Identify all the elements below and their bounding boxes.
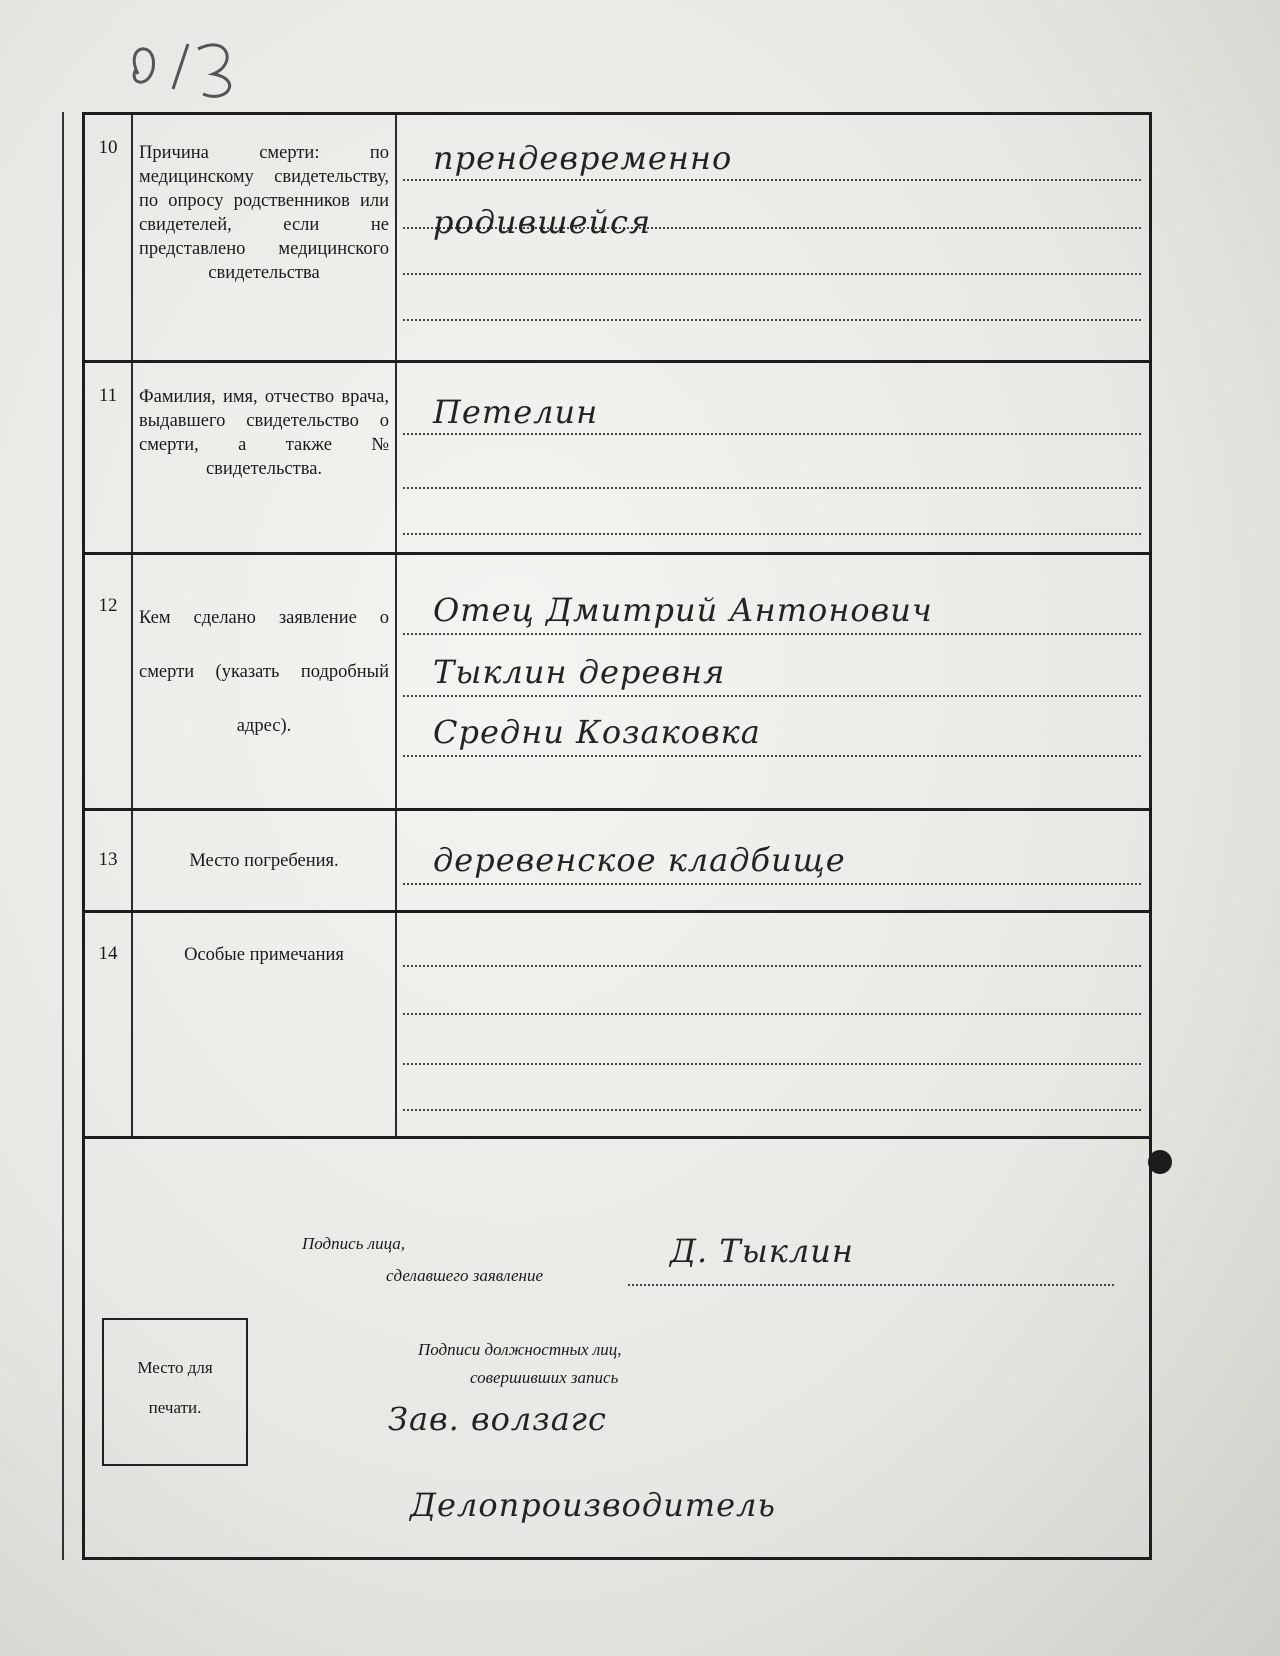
declarant-signature-label: сделавшего заявление	[386, 1266, 544, 1285]
row-entry	[403, 115, 1141, 360]
handwritten-entry: прендевременно	[433, 139, 733, 177]
handwritten-entry: деревенское кладбище	[433, 841, 846, 879]
row-label: Особые примечания	[184, 945, 344, 965]
official-signature: Зав. волзагс	[388, 1400, 607, 1438]
row-number: 13	[98, 849, 118, 870]
handwritten-entry: родившейся	[433, 203, 652, 241]
archive-page-number	[118, 21, 248, 104]
paper-damage	[1148, 1150, 1172, 1174]
row-burial-place	[85, 811, 1149, 913]
seal-label: печати.	[148, 1398, 202, 1417]
row-entry	[403, 555, 1141, 808]
row-entry	[403, 913, 1141, 1136]
row-label: Причина смерти: по медицинскому свидетельству, по опросу родственников или свидетелей, если не представлено медицинского свидетельства	[139, 143, 389, 283]
row-number: 14	[98, 943, 118, 964]
row-number: 10	[98, 137, 118, 158]
row-number: 11	[98, 385, 118, 406]
row-entry	[403, 811, 1141, 910]
handwritten-entry: Средни Козаковка	[433, 713, 761, 751]
seal-label: Место для	[137, 1358, 213, 1377]
row-label: Кем сделано заявление о смерти (указать подробный адрес).	[139, 608, 389, 736]
handwritten-entry: Отец Дмитрий Антонович	[433, 591, 933, 629]
handwritten-entry: Тыклин деревня	[433, 653, 726, 691]
row-number: 12	[98, 595, 118, 616]
row-entry	[403, 363, 1141, 552]
row-cause-of-death	[85, 115, 1149, 363]
declarant-signature: Д. Тыклин	[670, 1232, 854, 1270]
seal-placeholder-box	[102, 1318, 248, 1466]
left-margin-rule	[62, 112, 64, 1560]
row-label: Место погребения.	[189, 851, 339, 871]
row-remarks	[85, 913, 1149, 1139]
officials-signature-label: Подписи должностных лиц,	[418, 1340, 622, 1359]
svg-text:6/6: 6/6	[118, 21, 139, 38]
row-declarant	[85, 555, 1149, 811]
declarant-signature-label: Подпись лица,	[302, 1234, 406, 1253]
handwritten-entry: Петелин	[433, 393, 599, 431]
row-label: Фамилия, имя, отчество врача, выдавшего свидетельство о смерти, а также № свидетельства.	[139, 387, 389, 479]
row-doctor	[85, 363, 1149, 555]
officials-signature-label: совершивших запись	[470, 1368, 619, 1387]
official-signature: Делопроизводитель	[410, 1486, 776, 1524]
